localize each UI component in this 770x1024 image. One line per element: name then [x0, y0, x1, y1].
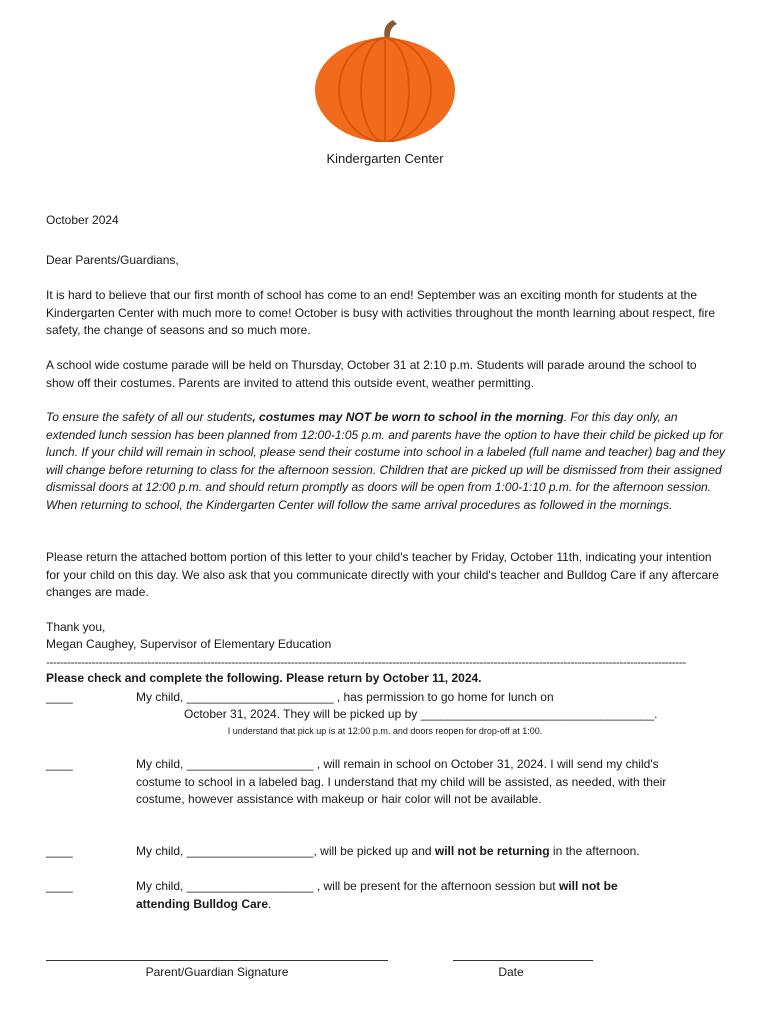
paragraph-intro: It is hard to believe that our first month of school has come to an end! September was an exciting month for students at the Kindergarten Center with much more to come! October is busy with activities throughout the month learning about respect, fire safety, the change of seasons and so much more.	[46, 288, 715, 337]
option-afternoon: My child, ___________________ , will be present for the afternoon session but will not be attending Bulldog Care.	[136, 879, 618, 911]
form-instruction: Please check and complete the following. Please return by October 11, 2024.	[46, 671, 482, 685]
pumpkin-icon	[313, 18, 457, 142]
checkbox-afternoon[interactable]: ____	[46, 879, 73, 893]
salutation: Dear Parents/Guardians,	[46, 253, 179, 267]
cut-line: ---------------------------------------------------------------------------------------------------------------------------------------------------------------------------------------	[46, 655, 686, 669]
option-remain: My child, ___________________ , will remain in school on October 31, 2024. I will send my child's costume to school in a labeled bag. I understand that my child will be assisted, as needed, with their costume, however assistance with makeup or hair color will not be available.	[136, 757, 667, 806]
signature-label: Parent/Guardian Signature	[145, 965, 289, 979]
option-lunch-line1: My child, ______________________ , has permission to go home for lunch on	[136, 690, 554, 704]
pickup-note: I understand that pick up is at 12:00 p.m. and doors reopen for drop-off at 1:00.	[227, 726, 543, 736]
checkbox-lunch[interactable]: ____	[46, 690, 73, 704]
school-name: Kindergarten Center	[326, 151, 444, 166]
checkbox-not-returning[interactable]: ____	[46, 844, 73, 858]
closing: Thank you,	[46, 620, 106, 634]
paragraph-parade: A school wide costume parade will be held on Thursday, October 31 at 2:10 p.m. Students will parade around the school to show off their costumes. Parents are invited to attend this outside event, weather permitting.	[46, 358, 697, 390]
option-not-returning: My child, ___________________, will be picked up and will not be returning in the afternoon.	[136, 844, 640, 858]
signature-line[interactable]	[46, 950, 388, 961]
date-line[interactable]	[453, 950, 593, 961]
option-lunch-line2: October 31, 2024. They will be picked up by ___________________________________.	[184, 707, 658, 721]
signer: Megan Caughey, Supervisor of Elementary Education	[46, 637, 332, 651]
paragraph-safety: To ensure the safety of all our students, costumes may NOT be worn to school in the morning. For this day only, an extended lunch session has been planned from 12:00-1:05 p.m. and parents have the option to have their child be picked up for lunch. If your child will remain in school, please send their costume into school in a labeled (full name and teacher) bag and they will change before returning to class for the afternoon session. Children that are picked up will be dismissed from their assigned dismissal doors at 12:00 p.m. and should return promptly as doors will be open from 1:00-1:10 p.m. for the afternoon session. When returning to school, the Kindergarten Center will follow the same arrival procedures as followed in the mornings.	[46, 410, 726, 512]
letter-date: October 2024	[46, 213, 119, 227]
paragraph-return: Please return the attached bottom portion of this letter to your child's teacher by Friday, October 11th, indicating your intention for your child on this day. We also ask that you communicate directly with your child's teacher and Bulldog Care if any aftercare changes are made.	[46, 550, 719, 599]
checkbox-remain[interactable]: ____	[46, 757, 73, 771]
date-label: Date	[498, 965, 524, 979]
